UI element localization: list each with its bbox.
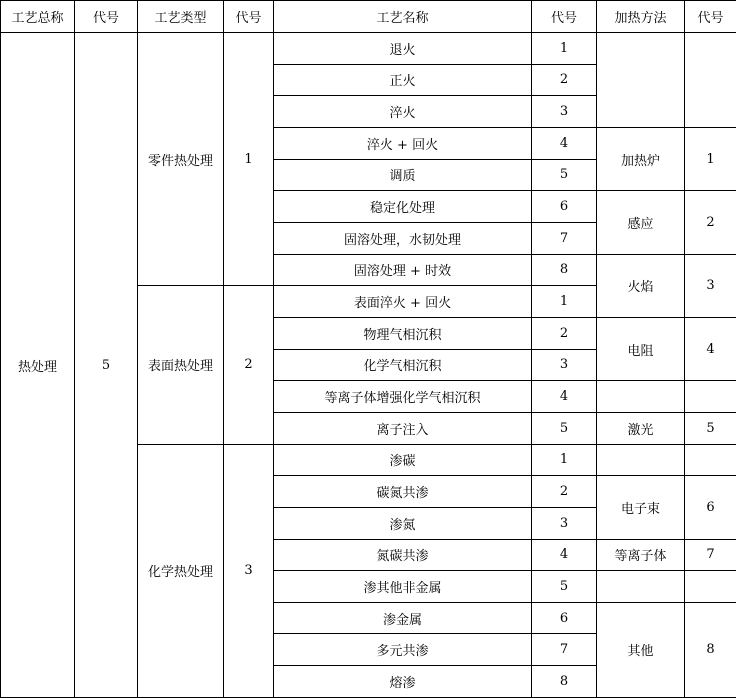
header-row <box>1 1 736 33</box>
process-name: 物理气相沉积 <box>274 317 532 349</box>
process-name: 渗碳 <box>274 444 532 476</box>
process-name: 正火 <box>274 64 532 96</box>
table-row <box>1 33 736 65</box>
heating-method-code: 1 <box>685 127 736 190</box>
process-code: 3 <box>532 96 597 128</box>
process-type-code: 2 <box>224 286 274 444</box>
process-name: 表面淬火 + 回火 <box>274 286 532 318</box>
process-name: 稳定化处理 <box>274 191 532 223</box>
process-name: 离子注入 <box>274 412 532 444</box>
heating-method-name: 电子束 <box>597 476 685 539</box>
process-type-name: 表面热处理 <box>138 286 224 444</box>
process-type-name: 化学热处理 <box>138 444 224 697</box>
process-code: 6 <box>532 191 597 223</box>
process-code: 7 <box>532 634 597 666</box>
process-name: 淬火 <box>274 96 532 128</box>
process-name: 多元共渗 <box>274 634 532 666</box>
heating-method-code <box>685 571 736 603</box>
process-code: 3 <box>532 507 597 539</box>
heating-method-name: 加热炉 <box>597 127 685 190</box>
heating-method-code: 5 <box>685 412 736 444</box>
process-code: 1 <box>532 33 597 65</box>
process-name: 渗其他非金属 <box>274 571 532 603</box>
process-type-code: 1 <box>224 33 274 286</box>
heating-method-code <box>685 381 736 413</box>
process-name: 渗氮 <box>274 507 532 539</box>
process-code: 4 <box>532 539 597 571</box>
process-type-name: 零件热处理 <box>138 33 224 286</box>
heating-method-code <box>685 444 736 476</box>
process-name: 熔渗 <box>274 666 532 698</box>
heating-method-name <box>597 571 685 603</box>
process-code: 5 <box>532 159 597 191</box>
heating-method-name: 等离子体 <box>597 539 685 571</box>
process-name: 固溶处理，水韧处理 <box>274 222 532 254</box>
heating-method-code <box>685 33 736 128</box>
header-heating-code: 代号 <box>685 1 736 33</box>
heating-method-name <box>597 381 685 413</box>
process-name: 氮碳共渗 <box>274 539 532 571</box>
process-code: 4 <box>532 127 597 159</box>
process-name: 等离子体增强化学气相沉积 <box>274 381 532 413</box>
process-name: 调质 <box>274 159 532 191</box>
header-process-general: 工艺总称 <box>1 1 75 33</box>
heating-method-code: 8 <box>685 602 736 697</box>
heating-method-code: 4 <box>685 317 736 380</box>
process-name: 渗金属 <box>274 602 532 634</box>
heating-method-name: 感应 <box>597 191 685 254</box>
heating-method-name <box>597 33 685 128</box>
process-code: 3 <box>532 349 597 381</box>
process-type-code: 3 <box>224 444 274 697</box>
process-name: 化学气相沉积 <box>274 349 532 381</box>
heating-method-name: 电阻 <box>597 317 685 380</box>
process-general-code: 5 <box>75 33 138 698</box>
process-code: 1 <box>532 444 597 476</box>
process-general-name: 热处理 <box>1 33 75 698</box>
header-process-type: 工艺类型 <box>138 1 224 33</box>
header-general-code: 代号 <box>75 1 138 33</box>
header-process-code: 代号 <box>532 1 597 33</box>
process-code: 2 <box>532 476 597 508</box>
header-type-code: 代号 <box>224 1 274 33</box>
process-name: 退火 <box>274 33 532 65</box>
process-code: 8 <box>532 254 597 286</box>
process-code: 6 <box>532 602 597 634</box>
process-code: 5 <box>532 571 597 603</box>
heating-method-name <box>597 444 685 476</box>
process-code: 2 <box>532 317 597 349</box>
header-heating-method: 加热方法 <box>597 1 685 33</box>
process-code: 8 <box>532 666 597 698</box>
heating-method-name: 激光 <box>597 412 685 444</box>
heating-method-code: 6 <box>685 476 736 539</box>
process-code: 1 <box>532 286 597 318</box>
process-code: 2 <box>532 64 597 96</box>
heating-method-code: 3 <box>685 254 736 317</box>
process-code: 7 <box>532 222 597 254</box>
heating-method-name: 火焰 <box>597 254 685 317</box>
process-code: 5 <box>532 412 597 444</box>
process-name: 碳氮共渗 <box>274 476 532 508</box>
heating-method-name: 其他 <box>597 602 685 697</box>
process-name: 淬火 + 回火 <box>274 127 532 159</box>
process-code: 4 <box>532 381 597 413</box>
heating-method-code: 2 <box>685 191 736 254</box>
header-process-name: 工艺名称 <box>274 1 532 33</box>
heating-method-code: 7 <box>685 539 736 571</box>
process-name: 固溶处理 + 时效 <box>274 254 532 286</box>
